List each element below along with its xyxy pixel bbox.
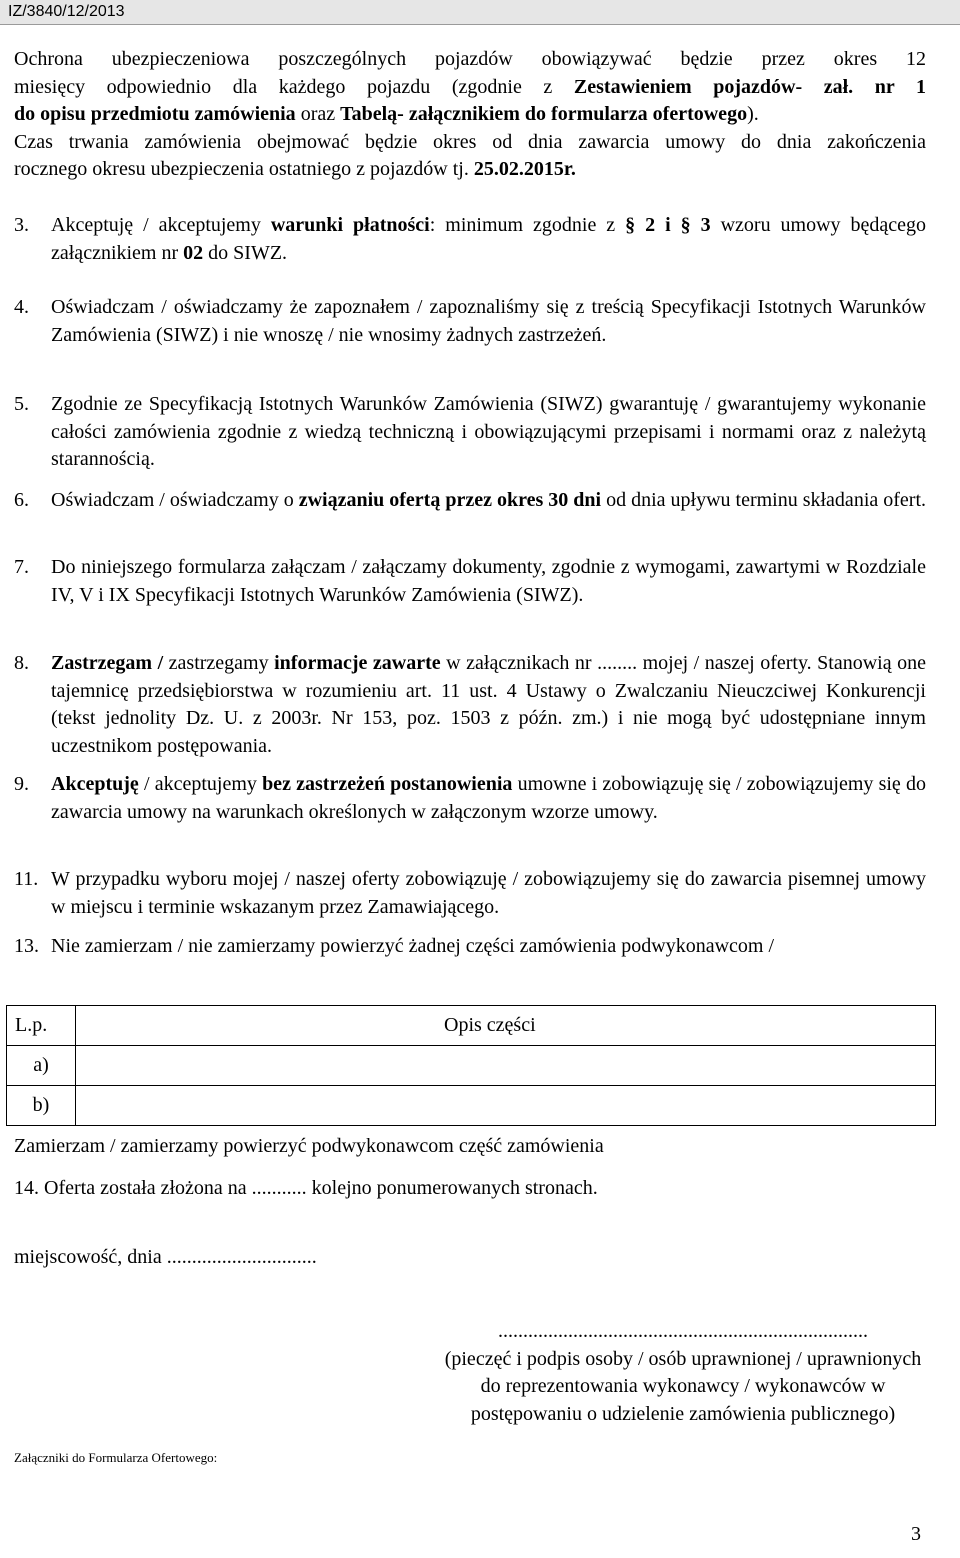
intro-line-2: miesięcy odpowiednio dla każdego pojazdu (zgodnie z Zestawieniem pojazdów- zał. nr 1: [14, 75, 926, 98]
item-text: Akceptuję / akceptujemy warunki płatności: minimum zgodnie z § 2 i § 3 wzoru umowy będącego załącznikiem nr 02 do SIWZ.: [51, 214, 927, 264]
table-header-row: [7, 1006, 936, 1046]
column-header-lp: L.p.: [7, 1006, 76, 1046]
cell-description[interactable]: [76, 1046, 936, 1086]
item-4: [14, 294, 926, 349]
item-8: [14, 650, 926, 760]
item-text: Zastrzegam / zastrzegamy informacje zawarte w załącznikach nr ........ mojej / naszej oferty. Stanowią one tajemnicę przedsiębiorstwa w rozumieniu art. 11 ust. 4 Ustawy o Zwalczaniu Nieuczciwej Konkurencji (tekst jednolity Dz. U. z 2003r. Nr 153, poz. 1503 z późn. zm.) i nie mogą być udostępniane innym uczestnikom postępowania.: [51, 652, 926, 757]
cell-description[interactable]: [76, 1086, 936, 1126]
page-number: 3: [911, 1523, 921, 1545]
item-text: Akceptuję / akceptujemy bez zastrzeżeń postanowienia umowne i zobowiązuję się / zobowiązujemy się do zawarcia umowy na warunkach określonych w załączonym wzorze umowy.: [51, 773, 926, 823]
document-id: IZ/3840/12/2013: [8, 3, 125, 20]
section-sign-icon: §: [625, 214, 636, 236]
item-number: 9.: [14, 773, 29, 795]
item-number: 11.: [14, 868, 39, 890]
subcontract-statement: Zamierzam / zamierzamy powierzyć podwykonawcom część zamówienia: [14, 1135, 604, 1157]
item-number: 13.: [14, 935, 39, 957]
item-6: [14, 487, 926, 515]
item-5: [14, 391, 926, 474]
item-number: 8.: [14, 652, 29, 674]
table-row: [7, 1086, 936, 1126]
attachments-label: Załączniki do Formularza Ofertowego:: [14, 1450, 218, 1465]
item-text: Zgodnie ze Specyfikacją Istotnych Warunków Zamówienia (SIWZ) gwarantuję / gwarantujemy wykonanie całości zamówienia zgodnie z wiedzą techniczną i obowiązującymi przepisami i normami oraz z należytą starannością.: [51, 393, 926, 470]
intro-line-4: Czas trwania zamówienia obejmować będzie okres od dnia zawarcia umowy do dnia zakończenia: [14, 130, 926, 153]
item-number: 3.: [14, 214, 29, 236]
column-header-description: Opis części: [76, 1006, 936, 1046]
item-text: Oświadczam / oświadczamy że zapoznałem / zapoznaliśmy się z treścią Specyfikacji Istotnych Warunków Zamówienia (SIWZ) i nie wnoszę / nie wnosimy żadnych zastrzeżeń.: [51, 296, 926, 346]
item-number: 6.: [14, 489, 29, 511]
item-9: [14, 771, 926, 826]
intro-line-3: do opisu przedmiotu zamówienia oraz Tabelą- załącznikiem do formularza ofertowego).: [14, 103, 759, 125]
section-sign-icon: §: [680, 214, 691, 236]
intro-paragraph: [14, 46, 926, 184]
item-14: 14. Oferta została złożona na ........... kolejno ponumerowanych stronach.: [14, 1177, 598, 1199]
item-text: Nie zamierzam / nie zamierzamy powierzyć żadnej części zamówienia podwykonawcom /: [51, 935, 774, 957]
document-header-bar: [0, 0, 960, 25]
item-11: [14, 866, 926, 921]
item-13: [14, 933, 926, 961]
cell-lp: b): [7, 1086, 76, 1126]
cell-lp: a): [7, 1046, 76, 1086]
intro-line-1: Ochrona ubezpieczeniowa poszczególnych pojazdów obowiązywać będzie przez okres 12: [14, 48, 926, 70]
item-text: W przypadku wyboru mojej / naszej oferty zobowiązuję / zobowiązujemy się do zawarcia pisemnej umowy w miejscu i terminie wskazanym przez Zamawiającego.: [51, 868, 926, 918]
subcontract-table: [6, 1005, 936, 1126]
place-and-date: miejscowość, dnia ..............................: [14, 1246, 317, 1268]
item-number: 7.: [14, 556, 29, 578]
item-text: Do niniejszego formularza załączam / załączamy dokumenty, zgodnie z wymogami, zawartymi w Rozdziale IV, V i IX Specyfikacji Istotnych Warunków Zamówienia (SIWZ).: [51, 556, 926, 606]
signature-block: [438, 1318, 928, 1428]
intro-line-5: rocznego okresu ubezpieczenia ostatniego z pojazdów tj. 25.02.2015r.: [14, 158, 576, 180]
item-number: 5.: [14, 393, 29, 415]
signature-line: ..........................................................................: [498, 1320, 868, 1342]
item-text: Oświadczam / oświadczamy o związaniu ofertą przez okres 30 dni od dnia upływu terminu składania ofert.: [51, 489, 926, 511]
signature-caption: (pieczęć i podpis osoby / osób uprawnionej / uprawnionych do reprezentowania wykonawcy / wykonawców w postępowaniu o udzielenie zamówienia publicznego): [444, 1347, 922, 1425]
item-3: [14, 212, 926, 267]
item-7: [14, 554, 926, 609]
table-row: [7, 1046, 936, 1086]
item-number: 4.: [14, 296, 29, 318]
